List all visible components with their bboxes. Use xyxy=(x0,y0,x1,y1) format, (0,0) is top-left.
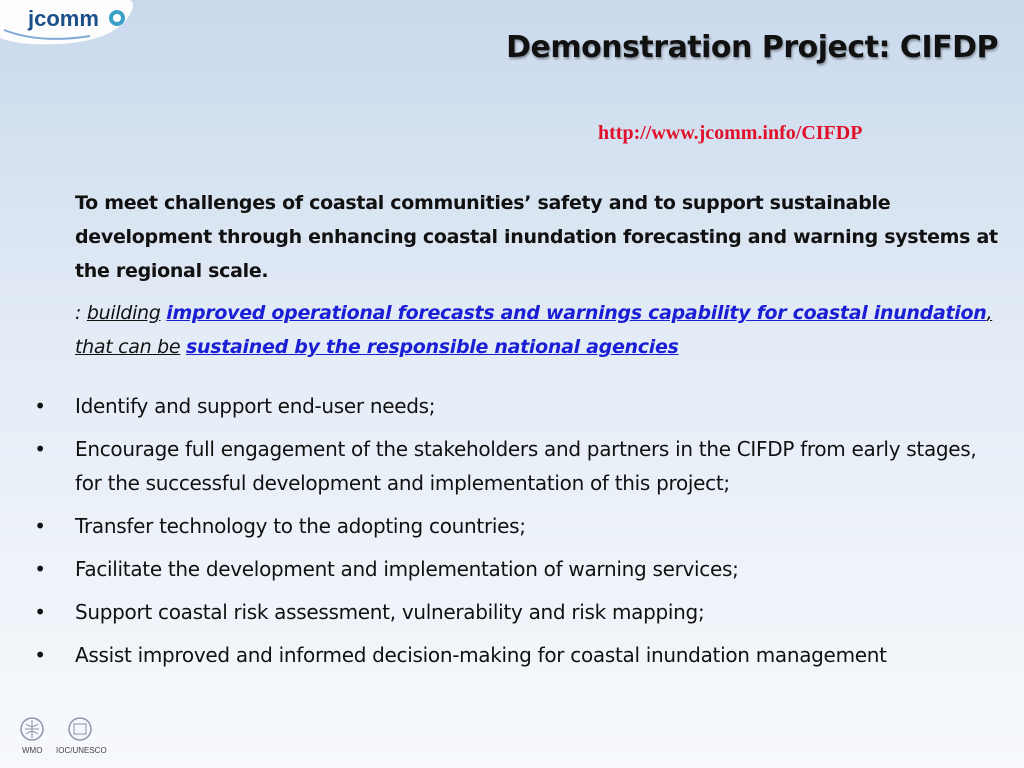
footer-logos xyxy=(20,714,120,760)
goal-paragraph xyxy=(75,296,1000,364)
slide-title: Demonstration Project: CIFDP xyxy=(506,30,998,65)
bullet-marker: • xyxy=(34,557,46,581)
bullet-marker: • xyxy=(34,437,46,461)
goal-text-1: building xyxy=(86,302,161,324)
list-item xyxy=(30,509,995,543)
goal-highlight-2: sustained by the responsible national agencies xyxy=(186,336,679,358)
list-item xyxy=(30,432,995,500)
list-item-text: Transfer technology to the adopting countries; xyxy=(75,514,526,538)
jcomm-logo xyxy=(0,0,135,46)
bullet-marker: • xyxy=(34,514,46,538)
logo-text: jcomm xyxy=(28,6,99,31)
list-item xyxy=(30,638,995,672)
bullet-marker: • xyxy=(34,394,46,418)
list-item-text: Facilitate the development and implementation of warning services; xyxy=(75,557,739,581)
goal-highlight-1: improved operational forecasts and warnings capability for coastal inundation xyxy=(166,302,987,324)
bullet-marker: • xyxy=(34,643,46,667)
jcomm-logo-graphic xyxy=(0,0,135,46)
wmo-label: WMO xyxy=(22,746,43,755)
list-item xyxy=(30,595,995,629)
goal-text-2: , that can be xyxy=(75,302,993,358)
bullet-marker: • xyxy=(34,600,46,624)
list-item-text: Encourage full engagement of the stakeholders and partners in the CIFDP from early stages, for the successful development and implementation of this project; xyxy=(75,437,977,495)
goal-prefix: : xyxy=(75,302,87,324)
list-item xyxy=(30,552,995,586)
list-item-text: Support coastal risk assessment, vulnerability and risk mapping; xyxy=(75,600,705,624)
objectives-list xyxy=(30,389,995,681)
list-item xyxy=(30,389,995,423)
wmo-emblem-icon xyxy=(20,714,120,748)
list-item-text: Identify and support end-user needs; xyxy=(75,394,436,418)
ioc-unesco-label: IOC/UNESCO xyxy=(56,746,107,755)
project-url-link[interactable]: http://www.jcomm.info/CIFDP xyxy=(598,122,863,144)
intro-paragraph: To meet challenges of coastal communities’ safety and to support sustainable development through enhancing coastal inundation forecasting and warning systems at the regional scale. xyxy=(75,192,998,282)
list-item-text: Assist improved and informed decision-making for coastal inundation management xyxy=(75,643,887,667)
